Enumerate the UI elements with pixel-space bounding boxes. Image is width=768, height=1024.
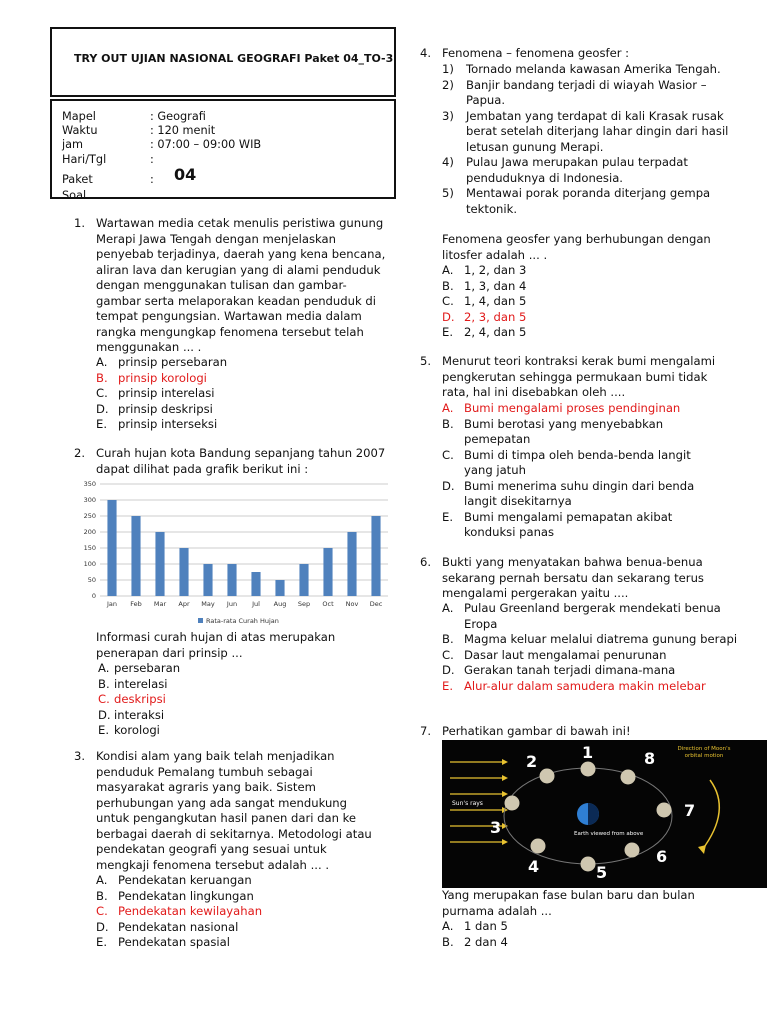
item-number: 5): [442, 186, 454, 200]
info-value: : 07:00 – 09:00 WIB: [150, 138, 262, 151]
question-number: 7.: [420, 724, 432, 738]
info-label: Hari/Tgl: [62, 153, 107, 166]
option-letter: A.: [442, 401, 454, 415]
option-letter: C.: [96, 904, 108, 918]
sun-rays-label: Sun's rays: [452, 800, 483, 807]
bar-apr: [179, 548, 188, 596]
y-tick-label: 100: [83, 560, 96, 569]
bar-nov: [347, 532, 356, 596]
question-stem: Bukti yang menyatakan bahwa benua-benua sekarang pernah bersatu dan sekarang terus mengalami pergerakan yaitu ....: [442, 555, 704, 600]
phase-label-7: 7: [684, 801, 696, 820]
option-c[interactable]: [98, 692, 388, 708]
option-text: prinsip interseksi: [118, 417, 218, 431]
question-stem: Fenomena – fenomena geosfer :: [442, 46, 630, 60]
option-letter: C.: [442, 447, 454, 462]
option-b[interactable]: [98, 677, 388, 693]
phenomenon-3: [442, 109, 742, 156]
question-number: 4.: [420, 46, 432, 60]
x-tick-label: Jul: [252, 600, 260, 608]
option-e[interactable]: [96, 935, 386, 951]
phase-label-5: 5: [596, 863, 608, 882]
option-letter: E.: [98, 723, 110, 737]
option-text: prinsip persebaran: [118, 355, 228, 369]
option-c[interactable]: [442, 448, 722, 479]
phase-label-3: 3: [490, 818, 502, 837]
option-letter: B.: [442, 632, 454, 646]
option-letter: D.: [442, 478, 455, 493]
item-text: Banjir bandang terjadi di wiayah Wasior – Papua.: [466, 77, 707, 107]
question-stem: Curah hujan kota Bandung sepanjang tahun 2007 dapat dilihat pada grafik berikut ini :: [96, 446, 386, 476]
bar-aug: [275, 580, 284, 596]
header-info-box: [50, 99, 396, 202]
option-text: Pendekatan spasial: [118, 935, 230, 949]
earth-label: Earth viewed from above: [574, 831, 644, 837]
option-b[interactable]: [96, 371, 386, 387]
x-tick-label: Nov: [345, 600, 359, 608]
item-text: Tornado melanda kawasan Amerika Tengah.: [466, 62, 721, 76]
y-tick-label: 250: [83, 512, 96, 521]
chart-y-ticks: [84, 480, 96, 600]
legend-label: Rata-rata Curah Hujan: [206, 617, 279, 625]
option-text: 1, 4, dan 5: [464, 294, 527, 308]
x-tick-label: Apr: [178, 600, 190, 608]
phase-label-8: 8: [644, 749, 656, 768]
question-number: 6.: [420, 555, 432, 569]
moon-6: [625, 843, 640, 858]
option-letter: D.: [96, 401, 109, 416]
option-text: 1 dan 5: [464, 919, 508, 933]
option-text: Magma keluar melalui diatrema gunung berapi: [464, 632, 738, 646]
options-list: [442, 601, 742, 694]
option-letter: A.: [442, 263, 454, 277]
option-text: Dasar laut mengalamai penurunan: [464, 647, 667, 662]
option-e[interactable]: [442, 325, 742, 341]
y-tick-label: 350: [83, 480, 96, 489]
y-tick-label: 150: [83, 544, 96, 553]
option-text: Bumi berotasi yang menyebabkan pemepatan: [464, 416, 664, 446]
question-number: 3.: [74, 749, 86, 763]
option-letter: D.: [96, 919, 109, 934]
option-d[interactable]: [442, 663, 742, 679]
options-list: [442, 263, 742, 341]
option-text: 1, 3, dan 4: [464, 278, 527, 293]
option-text: 2, 4, dan 5: [464, 325, 527, 339]
option-a[interactable]: [442, 601, 742, 632]
info-label: Waktu: [62, 124, 98, 137]
option-letter: B.: [96, 370, 108, 385]
options-list: [442, 401, 722, 541]
legend-swatch: [198, 618, 203, 623]
option-d[interactable]: [98, 708, 388, 724]
phenomena-list: [442, 62, 742, 217]
option-d[interactable]: [96, 920, 386, 936]
option-text: Bumi mengalami pemapatan akibat konduksi panas: [464, 509, 673, 539]
info-label: Paket Soal: [62, 173, 93, 202]
item-number: 4): [442, 155, 454, 169]
option-text: interelasi: [114, 676, 168, 691]
option-text: prinsip interelasi: [118, 386, 215, 400]
option-a[interactable]: [98, 661, 388, 677]
option-b[interactable]: [442, 417, 722, 448]
option-letter: C.: [96, 386, 108, 400]
x-tick-label: Aug: [273, 600, 287, 608]
moon-4: [531, 839, 546, 854]
item-number: 3): [442, 108, 454, 123]
bar-jan: [107, 500, 116, 596]
option-a[interactable]: [442, 919, 722, 935]
x-tick-label: Jun: [226, 600, 238, 608]
option-text: 2 dan 4: [464, 934, 508, 949]
moon-phase-diagram: [442, 740, 767, 888]
option-b[interactable]: [442, 279, 742, 295]
option-text: Pendekatan lingkungan: [118, 888, 254, 903]
option-e[interactable]: [442, 679, 742, 695]
phase-label-2: 2: [526, 752, 538, 771]
question-stem: Informasi curah hujan di atas merupakan penerapan dari prinsip ...: [96, 630, 336, 660]
x-tick-label: Dec: [369, 600, 383, 608]
paket-number: 04: [174, 165, 197, 184]
info-colon: :: [150, 173, 154, 186]
question-text: Fenomena geosfer yang berhubungan dengan litosfer adalah ... .: [442, 232, 711, 262]
options-list: [442, 919, 722, 950]
item-number: 1): [442, 62, 454, 76]
option-e[interactable]: [442, 510, 722, 541]
moon-2: [540, 769, 555, 784]
x-tick-label: Oct: [322, 600, 334, 608]
option-text: korologi: [114, 723, 160, 737]
option-text: Bumi menerima suhu dingin dari benda langit disekitarnya: [464, 478, 695, 508]
option-c[interactable]: [96, 386, 386, 402]
option-c[interactable]: [442, 294, 742, 310]
question-stem: Menurut teori kontraksi kerak bumi mengalami pengkerutan sehingga permukaan bumi tidak rata, hal ini disebabkan oleh ....: [442, 354, 716, 399]
chart-x-ticks: [106, 600, 383, 608]
moon-1: [581, 762, 596, 777]
y-tick-label: 200: [83, 528, 96, 537]
options-list: [96, 355, 386, 433]
option-letter: E.: [442, 678, 454, 693]
moon-8: [621, 770, 636, 785]
option-b[interactable]: [96, 889, 386, 905]
option-letter: A.: [96, 873, 108, 887]
options-list: [96, 873, 386, 951]
option-letter: C.: [442, 647, 454, 662]
option-text: Pendekatan kewilayahan: [118, 904, 263, 918]
option-text: interaksi: [114, 707, 165, 722]
option-e[interactable]: [96, 417, 386, 433]
phase-label-4: 4: [528, 857, 540, 876]
option-letter: E.: [96, 935, 108, 949]
question-number: 1.: [74, 216, 86, 230]
option-a[interactable]: [96, 873, 386, 889]
bar-jun: [227, 564, 236, 596]
bar-feb: [131, 516, 140, 596]
question-stem: Wartawan media cetak menulis peristiwa gunung Merapi Jawa Tengah dengan menjelaskan penyebab terjadinya, daerah yang kena bencana, aliran lava dan kerugian yang di alami penduduk dengan menggunakan tulisan dan gambar-gambar serta melaporakan keadan penduduk di tempat pengungsian. Wartawan media dalam rangka mengungkap fenomena tersebut telah menggunakan ... .: [96, 216, 386, 354]
exam-title: TRY OUT UJIAN NASIONAL GEOGRAFI Paket 04_TO-3: [74, 52, 394, 65]
info-value: : Geografi: [150, 110, 206, 123]
option-letter: A.: [96, 355, 108, 369]
header-title-box: [50, 27, 396, 97]
option-text: Pulau Greenland bergerak mendekati benua Eropa: [464, 601, 721, 631]
option-letter: A.: [442, 919, 454, 933]
phase-label-6: 6: [656, 847, 668, 866]
x-tick-label: Sep: [297, 600, 311, 608]
option-letter: C.: [442, 294, 454, 308]
option-text: persebaran: [114, 661, 181, 675]
option-letter: E.: [442, 509, 454, 524]
option-letter: B.: [442, 416, 454, 431]
phenomenon-5: [442, 186, 742, 217]
option-text: prinsip deskripsi: [118, 401, 213, 416]
option-d[interactable]: [442, 310, 742, 326]
option-letter: D.: [98, 707, 111, 722]
option-text: Pendekatan nasional: [118, 919, 239, 934]
info-label: Mapel: [62, 110, 96, 123]
option-a[interactable]: [96, 355, 386, 371]
option-letter: B.: [98, 676, 110, 691]
option-a[interactable]: [442, 263, 742, 279]
moon-7: [657, 803, 672, 818]
option-letter: A.: [442, 601, 454, 615]
question-number: 5.: [420, 354, 432, 368]
option-letter: B.: [96, 888, 108, 903]
option-text: Bumi mengalami proses pendinginan: [464, 401, 681, 415]
bar-oct: [323, 548, 332, 596]
bar-dec: [371, 516, 380, 596]
option-letter: B.: [442, 934, 454, 949]
item-text: Jembatan yang terdapat di kali Krasak rusak berat setelah diterjang lahar dingin dari hasil letusan gunung Merapi.: [466, 108, 729, 154]
option-text: prinsip korologi: [118, 370, 207, 385]
bar-sep: [299, 564, 308, 596]
item-text: Mentawai porak poranda diterjang gempa tektonik.: [466, 186, 711, 216]
bar-may: [203, 564, 212, 596]
option-letter: C.: [98, 692, 110, 706]
y-tick-label: 300: [83, 496, 96, 505]
rainfall-bar-chart: [78, 480, 396, 630]
moon-5: [581, 857, 596, 872]
options-list: [98, 661, 388, 739]
option-text: Gerakan tanah terjadi dimana-mana: [464, 663, 676, 677]
option-letter: E.: [96, 417, 108, 431]
option-letter: B.: [442, 278, 454, 293]
option-d[interactable]: [96, 402, 386, 418]
y-tick-label: 0: [91, 592, 96, 601]
option-letter: D.: [442, 309, 455, 324]
phenomenon-1: [442, 62, 742, 78]
option-c[interactable]: [96, 904, 386, 920]
info-label: jam: [62, 138, 84, 151]
option-c[interactable]: [442, 648, 742, 664]
option-b[interactable]: [442, 632, 742, 648]
option-letter: A.: [98, 661, 110, 675]
option-text: deskripsi: [114, 692, 166, 706]
bar-mar: [155, 532, 164, 596]
option-d[interactable]: [442, 479, 722, 510]
option-text: 2, 3, dan 5: [464, 309, 527, 324]
option-text: 1, 2, dan 3: [464, 263, 527, 277]
info-value: : 120 menit: [150, 124, 216, 137]
question-stem: Perhatikan gambar di bawah ini!: [442, 724, 631, 738]
x-tick-label: Mar: [153, 600, 167, 608]
phase-label-1: 1: [582, 743, 594, 762]
option-e[interactable]: [98, 723, 388, 739]
question-number: 2.: [74, 446, 86, 460]
phenomenon-2: [442, 78, 742, 109]
phenomenon-4: [442, 155, 742, 186]
item-number: 2): [442, 77, 454, 92]
question-stem: Kondisi alam yang baik telah menjadikan penduduk Pemalang tumbuh sebagai masyarakat agraris yang baik. Sistem perhubungan yang ada sangat mendukung untuk pengangkutan hasil panen dari dan ke berbagai daerah di sekitarnya. Metodologi atau pendekatan geografi yang sesuai untuk mengkaji fenomena tersebut adalah ... .: [96, 749, 372, 872]
x-tick-label: Jan: [106, 600, 118, 608]
x-tick-label: Feb: [130, 600, 142, 608]
x-tick-label: May: [201, 600, 215, 608]
question-text: Yang merupakan fase bulan baru dan bulan purnama adalah ...: [442, 888, 695, 918]
option-text: Bumi di timpa oleh benda-benda langit yang jatuh: [464, 447, 691, 477]
chart-grid: [100, 484, 388, 596]
option-letter: D.: [442, 663, 455, 677]
option-b[interactable]: [442, 935, 722, 951]
orbit-direction-label: Direction of Moon's orbital motion: [677, 746, 731, 759]
bar-jul: [251, 572, 260, 596]
option-letter: E.: [442, 325, 454, 339]
option-a[interactable]: [442, 401, 722, 417]
info-value: :: [150, 153, 154, 166]
y-tick-label: 50: [87, 576, 96, 585]
moon-3: [505, 796, 520, 811]
option-text: Pendekatan keruangan: [118, 873, 252, 887]
item-text: Pulau Jawa merupakan pulau terpadat penduduknya di Indonesia.: [466, 155, 688, 185]
option-text: Alur-alur dalam samudera makin melebar: [464, 678, 706, 693]
